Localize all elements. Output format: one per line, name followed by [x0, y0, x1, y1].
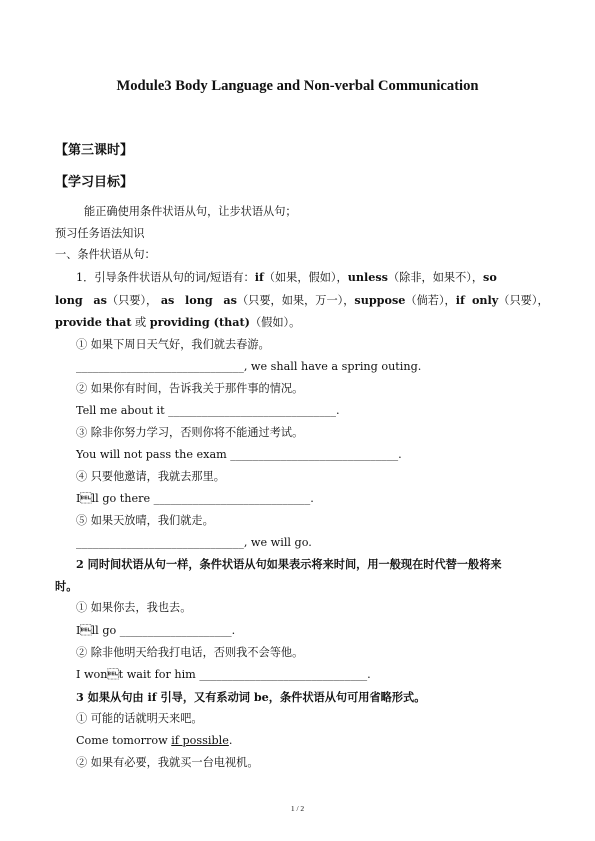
- objective-text: 能正确使用条件状语从句，让步状语从句；: [84, 205, 297, 218]
- example-1-english: ______________________________, we shall have a spring outing.: [76, 360, 422, 373]
- part-one-heading: 一、条件状语从句：: [55, 248, 156, 261]
- example-2-chinese: ② 如果你有时间，告诉我关于那件事的情况。: [76, 382, 304, 395]
- example-5-english: ______________________________, we will go.: [76, 536, 312, 549]
- example-7-english: I wont wait for him ______________________________.: [76, 668, 371, 681]
- page-title: Module3 Body Language and Non-verbal Communication: [116, 78, 479, 94]
- example-5-chinese: ⑤ 如果天放晴，我们就走。: [76, 514, 214, 527]
- preview-task: 预习任务语法知识: [55, 227, 145, 240]
- point-1-line-1: 1．引导条件状语从句的词/短语有：if（如果，假如），unless（除非，如果不），so: [76, 270, 497, 284]
- example-3-english: You will not pass the exam ______________________________.: [76, 448, 402, 461]
- point-2-line-2: 时。: [55, 579, 78, 593]
- example-1-chinese: ① 如果下周日天气好，我们就去春游。: [76, 338, 270, 351]
- example-4-chinese: ④ 只要他邀请，我就去那里。: [76, 470, 225, 483]
- point-2-line-1: 2 同时间状语从句一样，条件状语从句如果表示将来时间，用一般现在时代替一般将来: [76, 557, 502, 571]
- point-1-line-3: provide that 或 providing (that)（假如）。: [55, 315, 301, 329]
- underlined-phrase: if possible: [171, 734, 229, 747]
- example-6-chinese: ① 如果你去，我也去。: [76, 601, 192, 614]
- example-6-english: Ill go ____________________.: [76, 624, 236, 637]
- example-4-english: Ill go there ____________________________.: [76, 492, 314, 505]
- example-3-chinese: ③ 除非你努力学习，否则你将不能通过考试。: [76, 426, 304, 439]
- section-lesson-heading: 【第三课时】: [55, 143, 134, 158]
- section-objectives-heading: 【学习目标】: [55, 175, 134, 190]
- example-8-english: Come tomorrow if possible.: [76, 734, 233, 747]
- example-8-chinese: ① 可能的话就明天来吧。: [76, 712, 203, 725]
- example-2-english: Tell me about it ______________________________.: [76, 404, 340, 417]
- point-1-line-2: long as（只要）， as long as（只要，如果，万一），suppose（倘若），if only（只要），: [55, 293, 549, 307]
- point-3-line: 3 如果从句由 if 引导，又有系动词 be，条件状语从句可用省略形式。: [76, 690, 426, 704]
- example-9-chinese: ② 如果有必要，我就买一台电视机。: [76, 756, 259, 769]
- example-7-chinese: ② 除非他明天给我打电话，否则我不会等他。: [76, 646, 304, 659]
- page-number: 1 / 2: [290, 804, 305, 813]
